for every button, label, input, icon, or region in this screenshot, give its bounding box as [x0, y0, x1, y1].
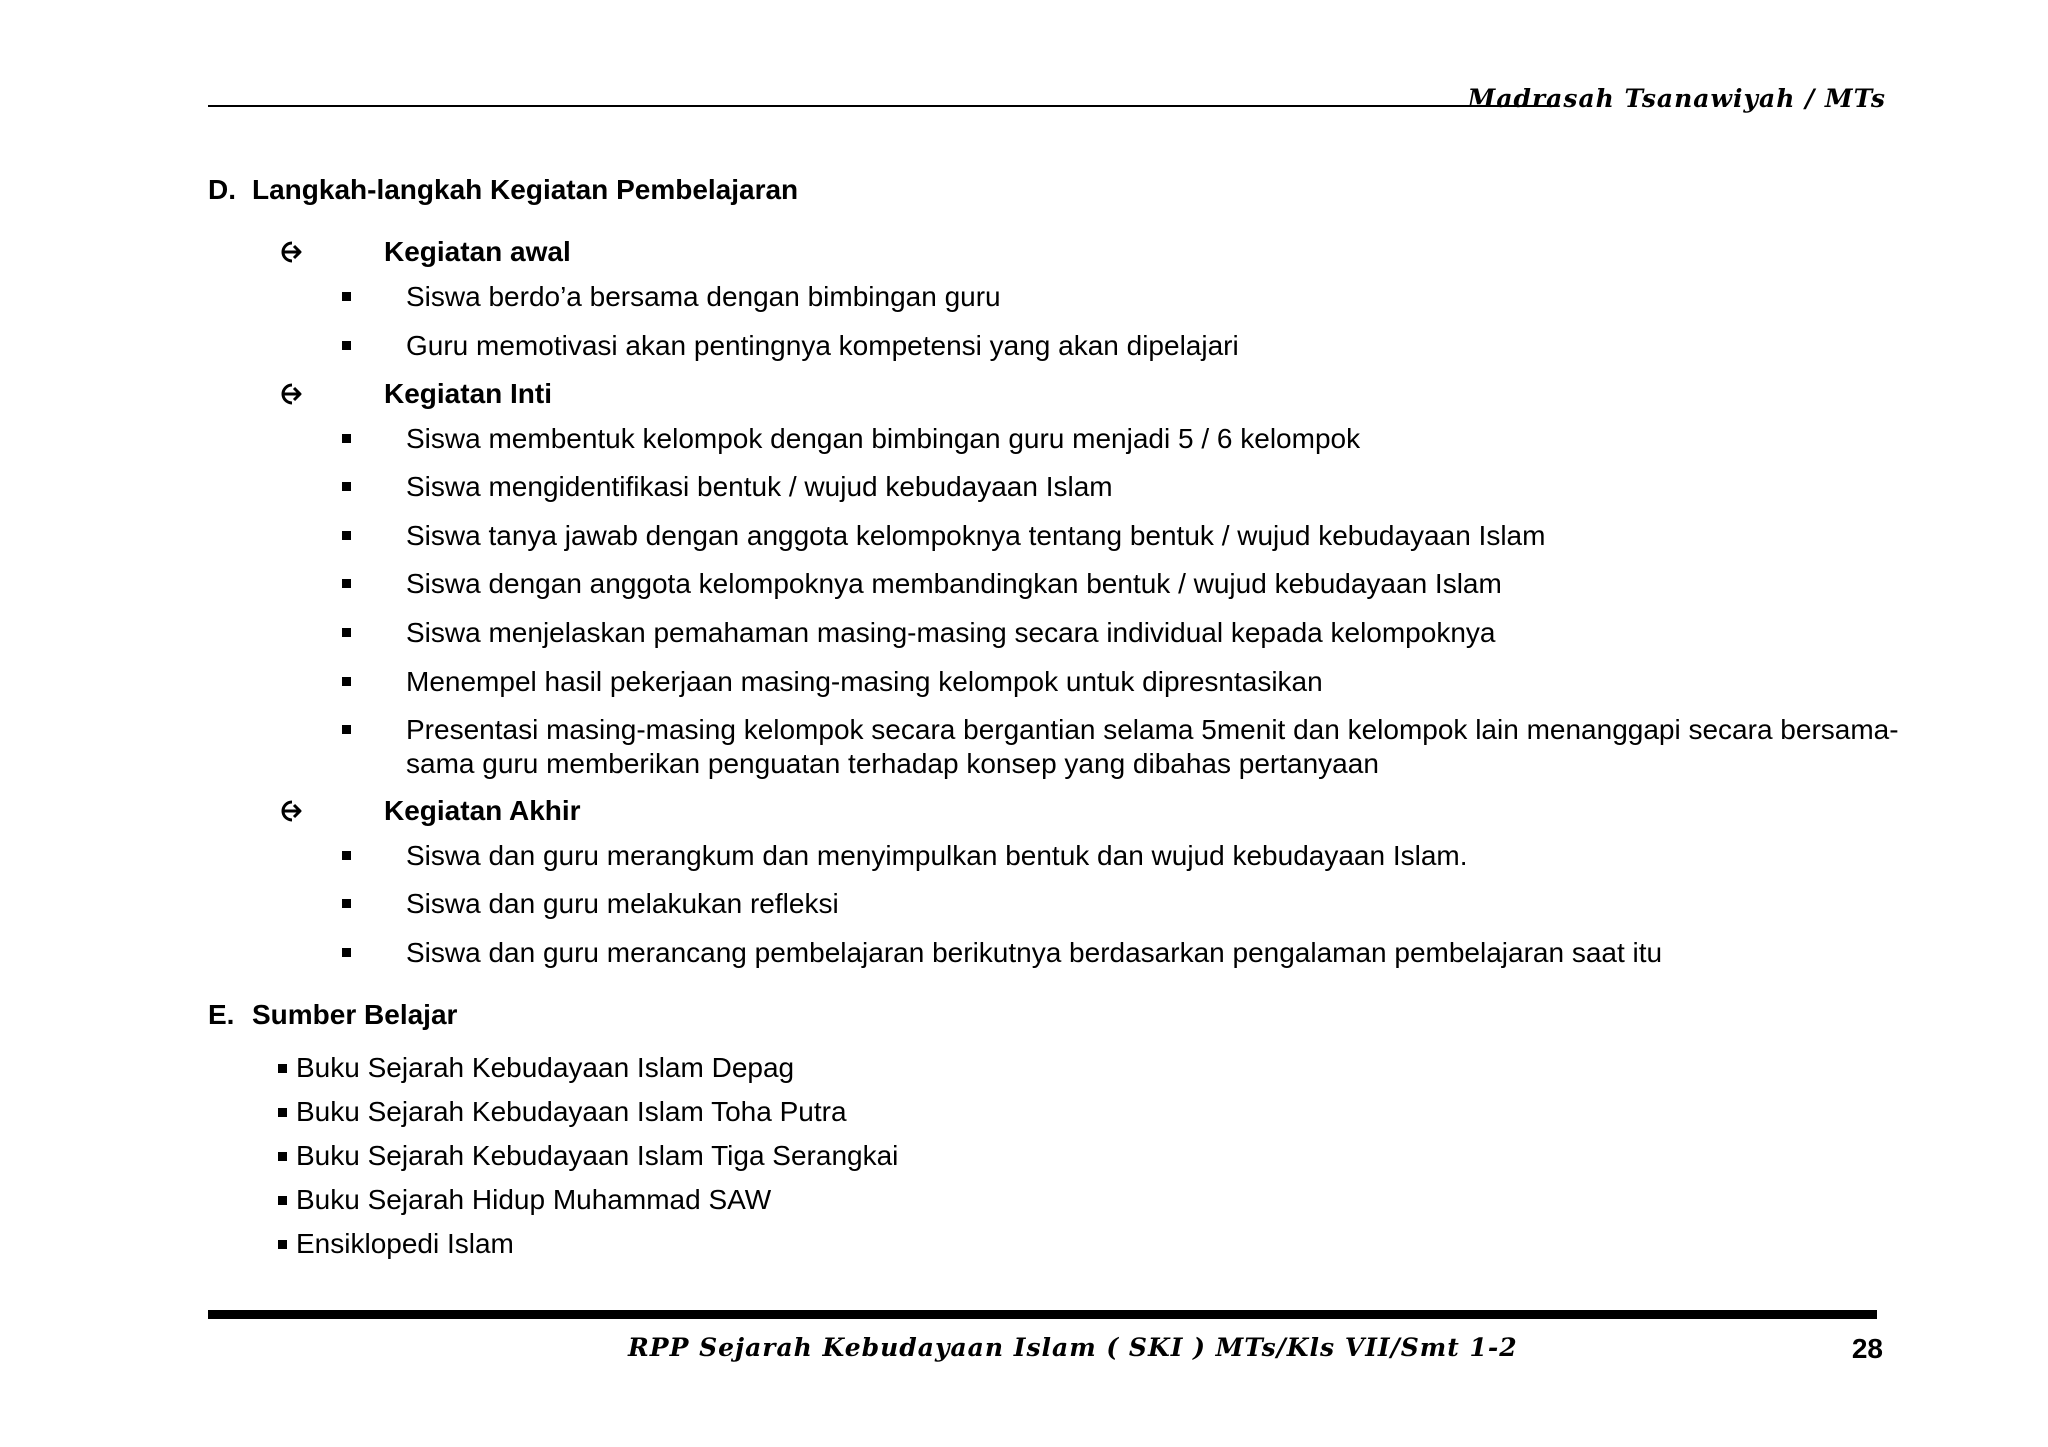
square-bullet-icon [342, 628, 351, 637]
arrow-bullet-icon [276, 799, 302, 823]
footer-rule [208, 1310, 1877, 1319]
list-item-text: Siswa mengidentifikasi bentuk / wujud kebudayaan Islam [406, 471, 1113, 502]
arrow-bullet-icon [276, 382, 302, 406]
list-item-text: Guru memotivasi akan pentingnya kompetensi yang akan dipelajari [406, 330, 1239, 361]
group-title: Kegiatan awal [384, 236, 571, 267]
footer-title: RPP Sejarah Kebudayaan Islam ( SKI ) MTs/Kls VII/Smt 1-2 [628, 1333, 1518, 1362]
square-bullet-icon [342, 434, 351, 443]
section-e-title: Sumber Belajar [252, 999, 458, 1030]
header-title: Madrasah Tsanawiyah / MTs [1467, 84, 1886, 113]
section-d-title: Langkah-langkah Kegiatan Pembelajaran [252, 174, 799, 205]
header-rule [208, 105, 1556, 107]
list-item-text: Siswa dan guru merancang pembelajaran berikutnya berdasarkan pengalaman pembelajaran saat itu [406, 937, 1663, 968]
square-bullet-icon [278, 1064, 287, 1073]
square-bullet-icon [342, 579, 351, 588]
list-item-text: Siswa dan guru merangkum dan menyimpulkan bentuk dan wujud kebudayaan Islam. [406, 840, 1468, 871]
list-item-text: Siswa berdo’a bersama dengan bimbingan guru [406, 281, 1001, 312]
list-item-text: Siswa menjelaskan pemahaman masing-masing secara individual kepada kelompoknya [406, 617, 1496, 648]
square-bullet-icon [278, 1196, 287, 1205]
list-item-text: Siswa membentuk kelompok dengan bimbingan guru menjadi 5 / 6 kelompok [406, 423, 1361, 454]
square-bullet-icon [342, 948, 351, 957]
page-number: 28 [1851, 1333, 1883, 1364]
source-item-text: Ensiklopedi Islam [296, 1228, 514, 1259]
list-item-text: Siswa tanya jawab dengan anggota kelompoknya tentang bentuk / wujud kebudayaan Islam [406, 520, 1546, 551]
list-item-text: Siswa dengan anggota kelompoknya membandingkan bentuk / wujud kebudayaan Islam [406, 568, 1502, 599]
square-bullet-icon [278, 1152, 287, 1161]
arrow-bullet-icon [276, 240, 302, 264]
list-item-text: Menempel hasil pekerjaan masing-masing kelompok untuk dipresntasikan [406, 666, 1323, 697]
source-item-text: Buku Sejarah Kebudayaan Islam Toha Putra [296, 1096, 847, 1127]
group-title: Kegiatan Inti [384, 378, 553, 409]
section-e-heading [208, 999, 457, 1031]
square-bullet-icon [342, 851, 351, 860]
square-bullet-icon [342, 899, 351, 908]
square-bullet-icon [342, 531, 351, 540]
square-bullet-icon [342, 677, 351, 686]
square-bullet-icon [342, 341, 351, 350]
section-e-letter: E. [208, 999, 235, 1030]
section-d-letter: D. [208, 174, 236, 205]
square-bullet-icon [278, 1108, 287, 1117]
source-item-text: Buku Sejarah Hidup Muhammad SAW [296, 1184, 772, 1215]
source-item-text: Buku Sejarah Kebudayaan Islam Tiga Serangkai [296, 1140, 899, 1171]
list-item-text: Siswa dan guru melakukan refleksi [406, 888, 839, 919]
group-title: Kegiatan Akhir [384, 795, 581, 826]
square-bullet-icon [278, 1240, 287, 1249]
list-item-text: Presentasi masing-masing kelompok secara bergantian selama 5menit dan kelompok lain menanggapi secara bersama-sama guru memberikan penguatan terhadap konsep yang dibahas pertanyaan [406, 714, 1899, 779]
source-item-text: Buku Sejarah Kebudayaan Islam Depag [296, 1052, 795, 1083]
square-bullet-icon [342, 725, 351, 734]
square-bullet-icon [342, 482, 351, 491]
section-d-heading [208, 174, 798, 206]
square-bullet-icon [342, 292, 351, 301]
